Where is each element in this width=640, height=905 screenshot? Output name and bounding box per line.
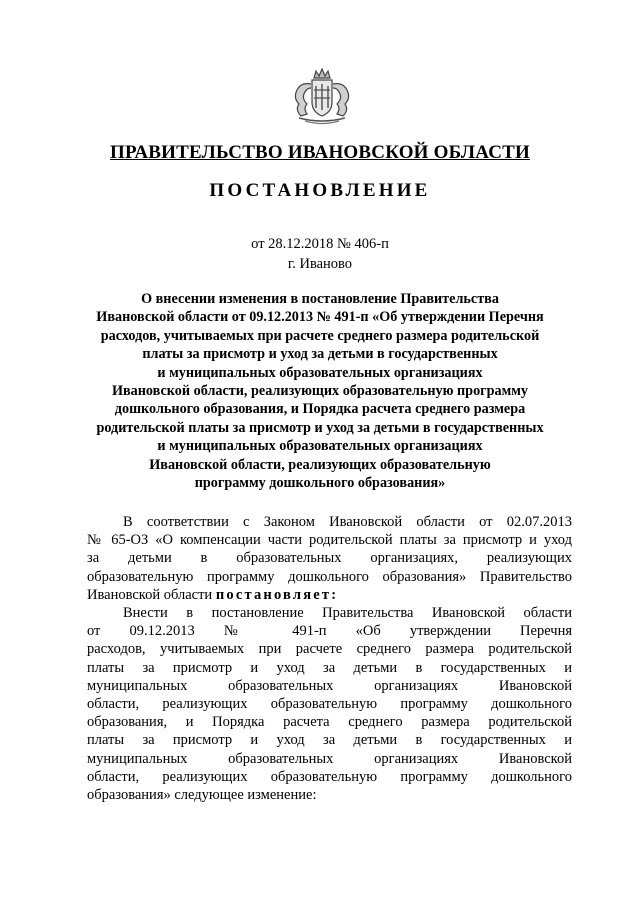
subject-line: и муниципальных образовательных организациях	[157, 438, 483, 455]
text-line: расходов, учитываемых при расчете среднего размера родительской	[87, 641, 572, 658]
subject-line: О внесении изменения в постановление Правительства	[141, 291, 499, 307]
text-line: № 65-ОЗ «О компенсации части родительской платы за присмотр и уход	[87, 532, 572, 549]
text-line: платы за присмотр и уход за детьми в государственных и	[87, 732, 572, 749]
document-subject	[70, 290, 570, 492]
text-line: муниципальных образовательных организациях Ивановской	[87, 677, 572, 694]
subject-line: платы за присмотр и уход за детьми в государственных	[142, 346, 498, 363]
text-line: образовательную программу дошкольного образования» Правительство	[87, 568, 572, 585]
subject-line: Ивановской области, реализующих образовательную	[149, 456, 491, 473]
subject-line: Ивановской области, реализующих образовательную программу	[111, 383, 529, 400]
subject-line: и муниципальных образовательных организациях	[157, 364, 483, 381]
text-line: платы за присмотр и уход за детьми в государственных и	[87, 659, 572, 676]
text-line: образования» следующее изменение:	[87, 787, 317, 804]
paragraph-preamble	[87, 513, 572, 604]
document-date-number: от 28.12.2018 № 406-п	[251, 236, 389, 252]
text-line: муниципальных образовательных организациях Ивановской	[87, 750, 572, 767]
subject-line: дошкольного образования, и Порядка расчета среднего размера	[114, 401, 526, 418]
text-line: области, реализующих образовательную программу дошкольного	[87, 768, 572, 785]
subject-line: Ивановской области от 09.12.2013 № 491-п «Об утверждении Перечня	[96, 309, 544, 326]
text-fragment: Ивановской области	[87, 586, 216, 603]
document-body	[87, 513, 572, 804]
coat-of-arms-icon	[287, 68, 357, 126]
paragraph-amendment	[87, 604, 572, 804]
subject-line: родительской платы за присмотр и уход за детьми в государственных	[96, 419, 544, 436]
document-type: ПОСТАНОВЛЕНИЕ	[209, 180, 431, 201]
text-line: за детьми в образовательных организациях, реализующих	[87, 550, 572, 567]
text-line: В соответствии с Законом Ивановской области от 02.07.2013	[123, 514, 572, 530]
resolves-word: постановляет:	[215, 586, 339, 603]
document-city: г. Иваново	[287, 256, 353, 272]
government-title: ПРАВИТЕЛЬСТВО ИВАНОВСКОЙ ОБЛАСТИ	[110, 142, 530, 163]
text-line: от 09.12.2013 № 491-п «Об утверждении Перечня	[87, 623, 572, 640]
text-line	[87, 586, 572, 604]
text-line: области, реализующих образовательную программу дошкольного	[87, 696, 572, 713]
text-line: Внести в постановление Правительства Ивановской области	[123, 605, 572, 622]
subject-line: программу дошкольного образования»	[194, 475, 446, 492]
text-line: образования, и Порядка расчета среднего размера родительской	[87, 714, 572, 731]
subject-line: расходов, учитываемых при расчете среднего размера родительской	[100, 327, 540, 344]
